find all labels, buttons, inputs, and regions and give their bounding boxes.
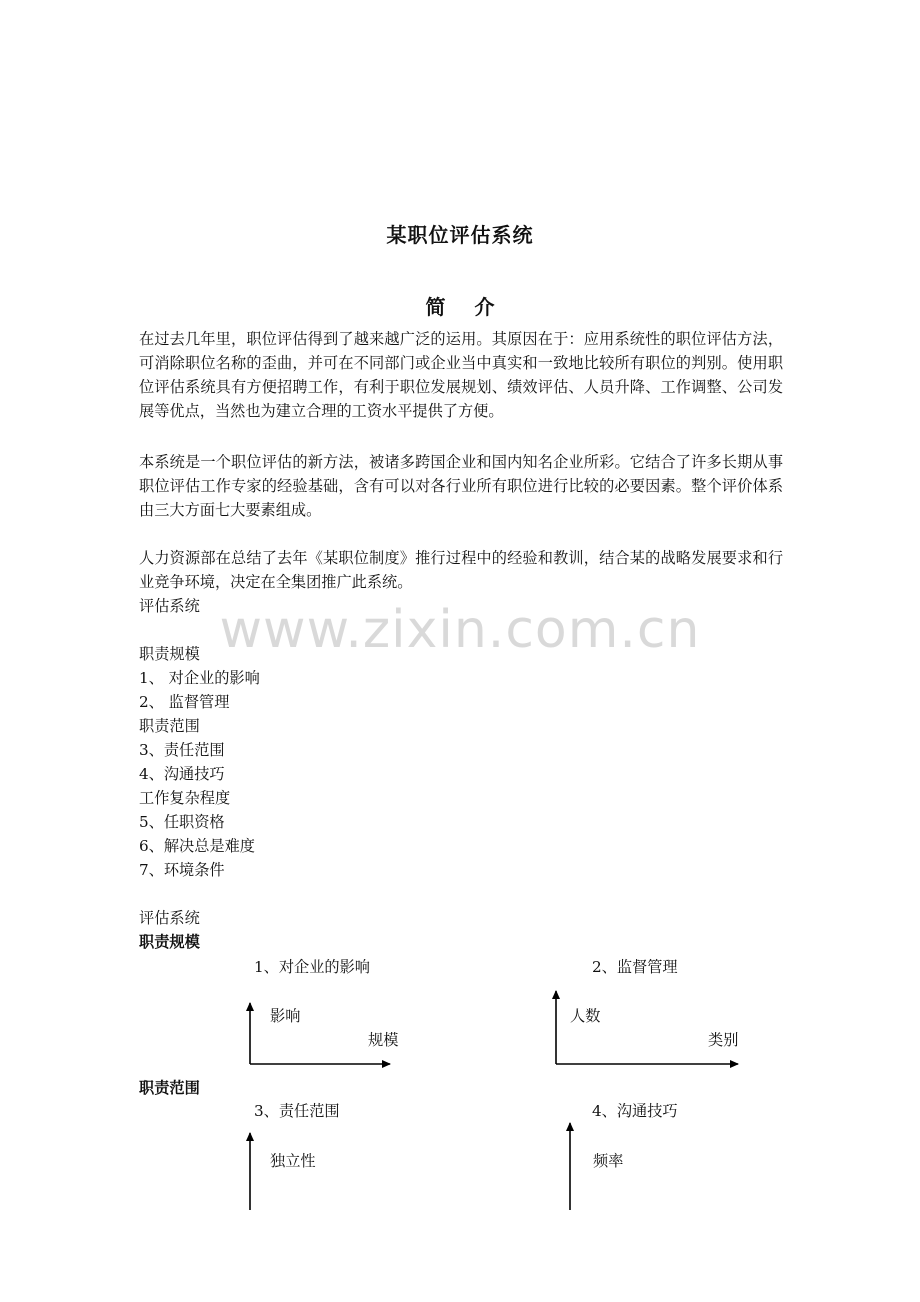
outline-item: 6、解决总是难度 <box>139 837 255 855</box>
system-heading: 评估系统 <box>139 597 200 615</box>
intro-paragraph-1: 在过去几年里，职位评估得到了越来越广泛的运用。其原因在于：应用系统性的职位评估方法，可消除职位名称的歪曲，并可在不同部门或企业当中真实和一致地比较所有职位的判别。使用职位评估系统具有方便招聘工作，有利于职位发展规划、绩效评估、人员升降、工作调整、公司发展等优点，当然也为建立合理的工资水平提供了方便。 <box>139 330 783 420</box>
x-axis-label: 类别 <box>708 1031 739 1049</box>
y-axis-label: 独立性 <box>270 1152 316 1170</box>
y-axis-label: 人数 <box>570 1007 601 1025</box>
chart-title: 1、对企业的影响 <box>254 958 370 976</box>
chart-title: 4、沟通技巧 <box>592 1102 678 1120</box>
outline-item: 5、任职资格 <box>139 813 225 831</box>
axis-chart-supervision <box>556 991 738 1064</box>
section-title: 简 介 <box>425 295 495 319</box>
intro-paragraph-2: 本系统是一个职位评估的新方法，被诸多跨国企业和国内知名企业所彩。它结合了许多长期从事职位评估工作专家的经验基础，含有可以对各行业所有职位进行比较的必要因素。整个评价体系由三大方面七大要素组成。 <box>139 453 783 519</box>
outline-item: 工作复杂程度 <box>139 789 231 807</box>
chart-title: 2、监督管理 <box>592 958 678 976</box>
intro-paragraph-3: 人力资源部在总结了去年《某职位制度》推行过程中的经验和教训，结合某的战略发展要求和行业竞争环境，决定在全集团推广此系统。 <box>139 549 783 591</box>
outline-item: 职责范围 <box>139 717 200 735</box>
x-axis-label: 规模 <box>368 1031 399 1049</box>
watermark: www.zixin.com.cn <box>219 600 701 660</box>
section-heading-range: 职责范围 <box>139 1079 200 1097</box>
outline-item: 4、沟通技巧 <box>139 765 225 783</box>
y-axis-label: 影响 <box>270 1007 301 1025</box>
outline-item: 2、 监督管理 <box>139 693 230 711</box>
outline-item: 3、责任范围 <box>139 741 225 759</box>
outline-item: 7、环境条件 <box>139 861 225 879</box>
document-title: 某职位评估系统 <box>386 223 534 247</box>
outline-item: 职责规模 <box>139 645 200 663</box>
outline-item: 1、 对企业的影响 <box>139 669 260 687</box>
chart-title: 3、责任范围 <box>254 1102 340 1120</box>
diagram-heading: 评估系统 <box>139 909 200 927</box>
section-heading-scale: 职责规模 <box>139 933 200 951</box>
y-axis-label: 频率 <box>593 1152 624 1170</box>
